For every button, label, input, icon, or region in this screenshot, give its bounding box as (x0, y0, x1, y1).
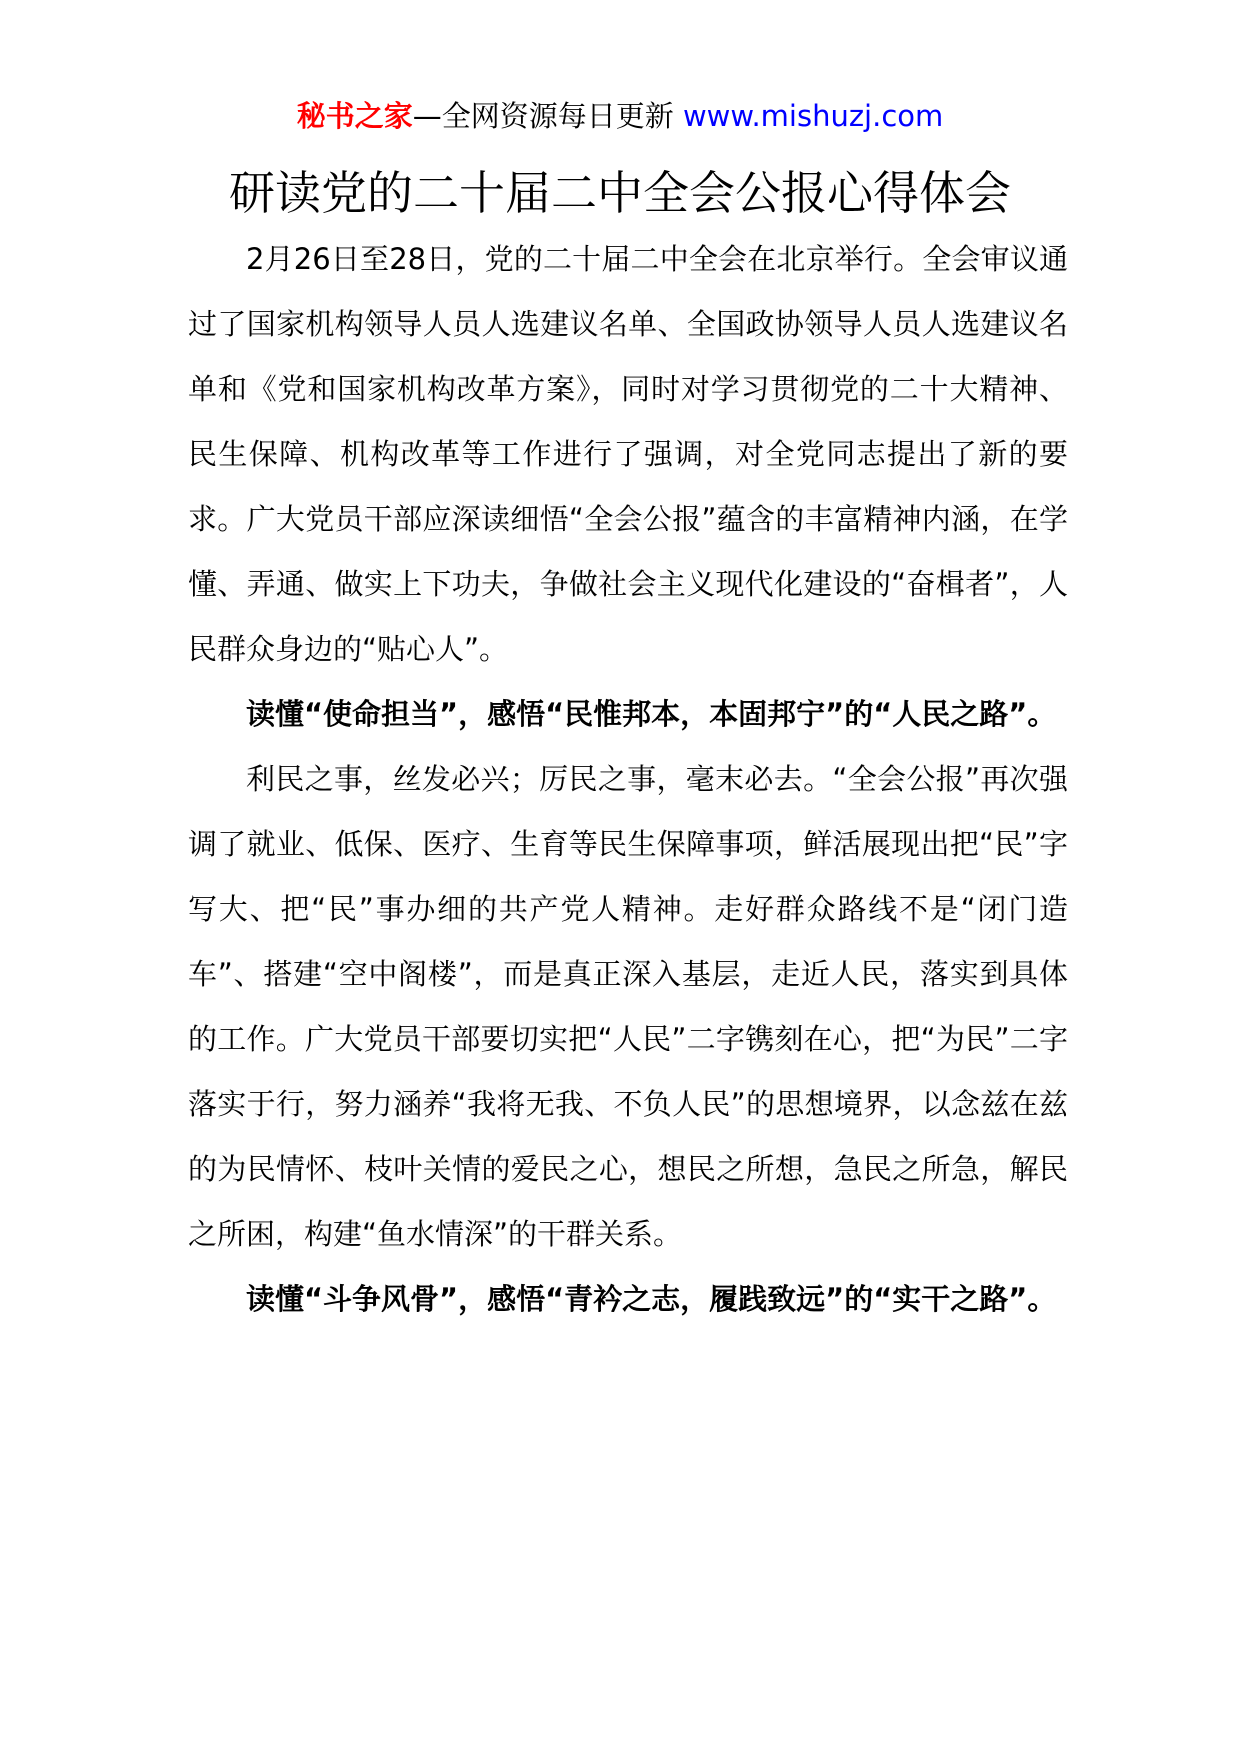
body-paragraph: 2月26日至28日，党的二十届二中全会在北京举行。全会审议通过了国家机构领导人员人选建议名单、全国政协领导人员人选建议名单和《党和国家机构改革方案》，同时对学习贯彻党的二十大精神、民生保障、机构改革等工作进行了强调，对全党同志提出了新的要求。广大党员干部应深读细悟“全会公报”蕴含的丰富精神内涵，在学懂、弄通、做实上下功夫，争做社会主义现代化建设的“奋楫者”，人民群众身边的“贴心人”。 (188, 242, 1068, 666)
section-heading: 读懂“斗争风骨”，感悟“青衿之志，履践致远”的“实干之路”。 (246, 1282, 1057, 1316)
document-body (188, 227, 1068, 1332)
brand-name: 秘书之家 (296, 99, 413, 133)
body-paragraph: 利民之事，丝发必兴；厉民之事，毫末必去。“全会公报”再次强调了就业、低保、医疗、生育等民生保障事项，鲜活展现出把“民”字写大、把“民”事办细的共产党人精神。走好群众路线不是“闭门造车”、搭建“空中阁楼”，而是真正深入基层，走近人民，落实到具体的工作。广大党员干部要切实把“人民”二字镌刻在心，把“为民”二字落实于行，努力涵养“我将无我、不负人民”的思想境界，以念兹在兹的为民情怀、枝叶关情的爱民之心，想民之所想，急民之所急，解民之所困，构建“鱼水情深”的干群关系。 (188, 762, 1068, 1251)
site-url-link[interactable]: www.mishuzj.com (682, 99, 944, 133)
header-tagline: —全网资源每日更新 (412, 99, 683, 133)
site-header (0, 96, 1240, 136)
section-heading: 读懂“使命担当”，感悟“民惟邦本，本固邦宁”的“人民之路”。 (246, 697, 1057, 731)
document-title: 研读党的二十届二中全会公报心得体会 (229, 166, 1011, 220)
